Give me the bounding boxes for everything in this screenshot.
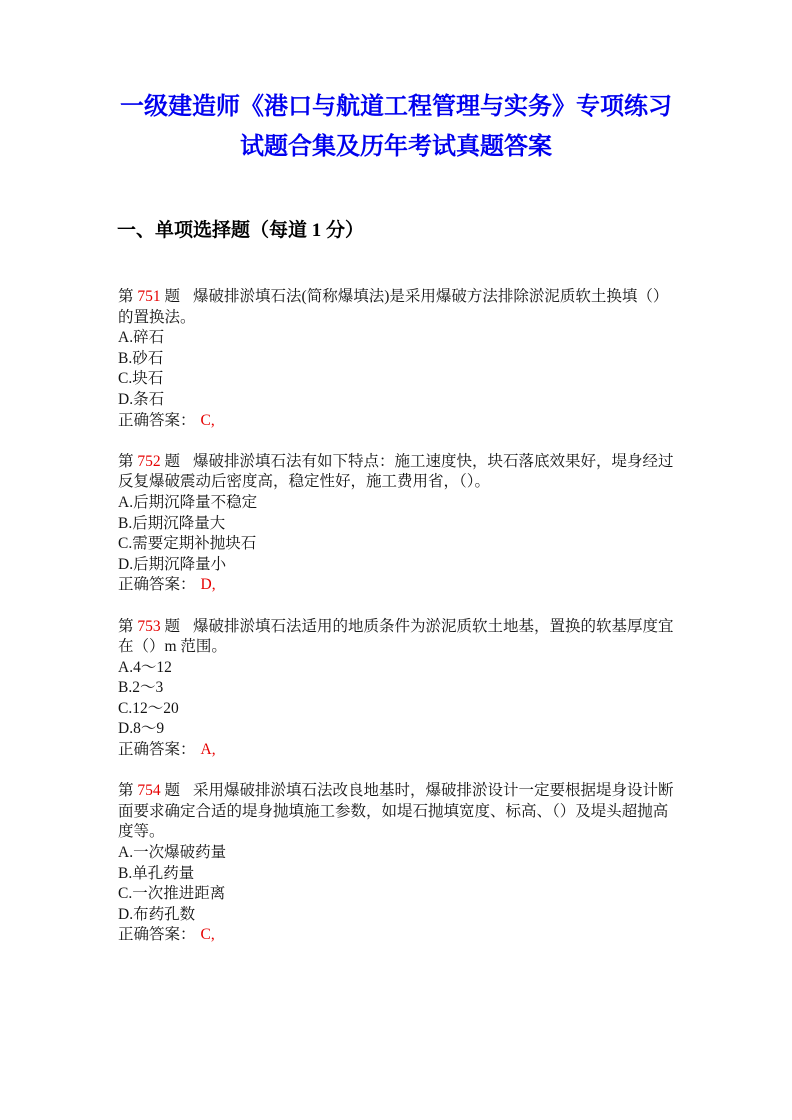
- section-heading: 一、单项选择题（每道 1 分）: [117, 220, 365, 241]
- option-d: D.布药孔数: [118, 905, 196, 923]
- question-text: 采用爆破排淤填石法改良地基时，爆破排淤设计一定要根据堤身设计断面要求确定合适的堤身抛填施工参数，如堤石抛填宽度、标高、（）及堤头超抛高度等。: [118, 782, 674, 841]
- document-title-line-2: 试题合集及历年考试真题答案: [240, 134, 552, 160]
- option-a: A.后期沉降量不稳定: [118, 493, 258, 511]
- answer-label: 正确答案：: [118, 926, 196, 944]
- question-block-753: [118, 617, 676, 761]
- question-block-754: [118, 781, 676, 946]
- option-c: C.一次推进距离: [118, 885, 226, 903]
- question-stem: [118, 617, 676, 658]
- answer-label: 正确答案：: [118, 411, 196, 429]
- option-b: B.单孔药量: [118, 864, 195, 882]
- question-block-752: [118, 452, 676, 596]
- document-title: [0, 87, 792, 167]
- answer-line: [118, 575, 676, 596]
- option-b: B.砂石: [118, 349, 164, 367]
- question-number: 751: [137, 288, 161, 305]
- answer-label: 正确答案：: [118, 576, 196, 594]
- question-label-prefix: 第: [118, 617, 134, 635]
- question-text: 爆破排淤填石法(简称爆填法)是采用爆破方法排除淤泥质软土换填（）的置换法。: [118, 288, 669, 326]
- answer-value: D,: [200, 576, 216, 594]
- question-block-751: [118, 287, 676, 431]
- question-number: 752: [137, 452, 161, 470]
- option-a: A.碎石: [118, 329, 165, 347]
- option-c: C.块石: [118, 370, 164, 388]
- option-a: A.一次爆破药量: [118, 844, 227, 862]
- answer-line: [118, 411, 676, 432]
- question-text: 爆破排淤填石法有如下特点：施工速度快，块石落底效果好，堤身经过反复爆破震动后密度高，稳定性好，施工费用省，（）。: [118, 452, 674, 491]
- answer-line: [118, 925, 676, 946]
- document-title-line-1: 一级建造师《港口与航道工程管理与实务》专项练习: [120, 94, 672, 120]
- question-number: 754: [137, 782, 161, 800]
- answer-value: C,: [200, 411, 215, 429]
- question-label-prefix: 第: [118, 288, 134, 305]
- option-a: A.4～12: [118, 658, 172, 676]
- option-d: D.后期沉降量小: [118, 555, 227, 573]
- question-label-suffix: 题: [164, 782, 181, 800]
- question-number: 753: [137, 617, 161, 635]
- question-stem: [118, 781, 676, 843]
- question-list: [118, 287, 676, 946]
- question-label-suffix: 题: [164, 288, 181, 305]
- option-d: D.条石: [118, 390, 165, 408]
- question-label-prefix: 第: [118, 452, 134, 470]
- answer-line: [118, 740, 676, 761]
- answer-label: 正确答案：: [118, 741, 196, 759]
- option-c: C.需要定期补抛块石: [118, 535, 257, 553]
- answer-value: A,: [200, 741, 216, 759]
- question-label-suffix: 题: [164, 452, 181, 470]
- question-label-suffix: 题: [164, 617, 181, 635]
- question-stem: [118, 287, 676, 328]
- option-b: B.后期沉降量大: [118, 514, 226, 532]
- option-d: D.8～9: [118, 720, 165, 738]
- option-c: C.12～20: [118, 699, 179, 717]
- answer-value: C,: [200, 926, 215, 944]
- question-text: 爆破排淤填石法适用的地质条件为淤泥质软土地基，置换的软基厚度宜在（）m 范围。: [118, 617, 674, 656]
- question-label-prefix: 第: [118, 782, 134, 800]
- option-b: B.2～3: [118, 679, 164, 697]
- question-stem: [118, 452, 676, 493]
